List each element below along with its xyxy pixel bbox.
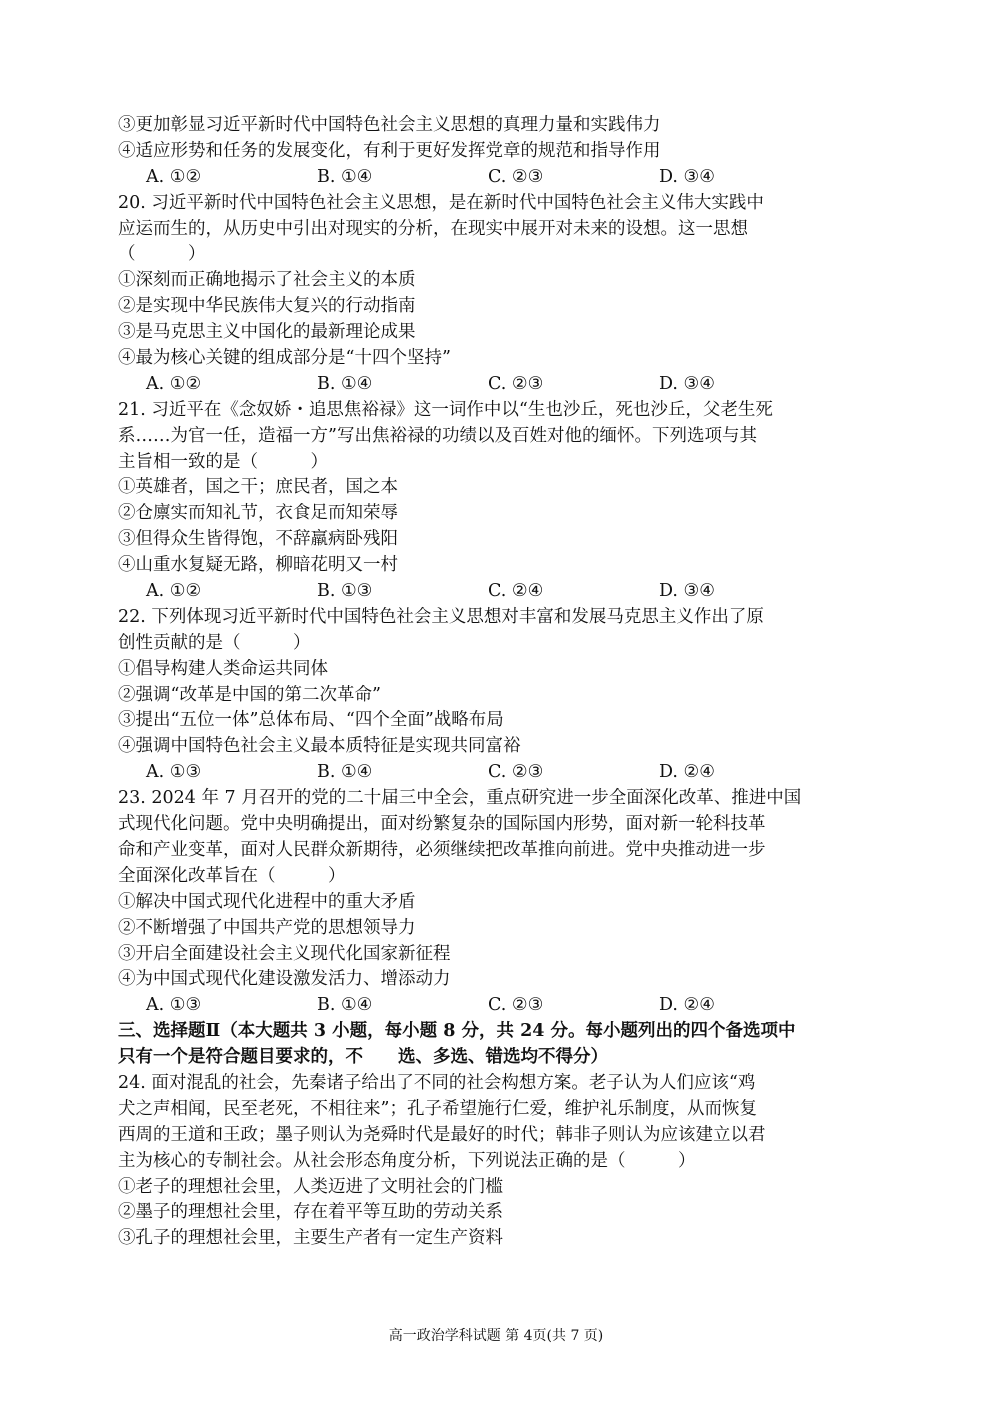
text-line: 西周的王道和王政；墨子则认为尧舜时代是最好的时代；韩非子则认为应该建立以君 [118, 1124, 766, 1145]
text-line: 21. 习近平在《念奴娇・追思焦裕禄》这一词作中以“生也沙丘，死也沙丘，父老生死 [118, 399, 773, 420]
page-content [118, 113, 870, 1252]
text-line: 主为核心的专制社会。从社会形态角度分析，下列说法正确的是（ ） [118, 1150, 696, 1171]
text-line: ④适应形势和任务的发展变化，有利于更好发挥党章的规范和指导作用 [118, 140, 661, 161]
text-line: ③但得众生皆得饱，不辞羸病卧残阳 [118, 529, 398, 550]
text-line: ③孔子的理想社会里，主要生产者有一定生产资料 [118, 1228, 503, 1249]
answer-options [118, 372, 870, 398]
answer-option: B. ①④ [317, 762, 373, 783]
section-heading-line: 只有一个是符合题目要求的，不 选、多选、错选均不得分） [118, 1047, 608, 1068]
answer-option: C. ②③ [488, 166, 544, 187]
answer-options [118, 579, 870, 605]
text-line: ①深刻而正确地揭示了社会主义的本质 [118, 270, 416, 291]
answer-option: C. ②③ [488, 995, 544, 1016]
text-line: 式现代化问题。党中央明确提出，面对纷繁复杂的国际国内形势，面对新一轮科技革 [118, 814, 766, 835]
text-line: ②墨子的理想社会里，存在着平等互助的劳动关系 [118, 1202, 503, 1223]
section-heading-line: 三、选择题Ⅱ（本大题共 3 小题，每小题 8 分，共 24 分。每小题列出的四个备选项中 [118, 1021, 796, 1042]
answer-option: D. ②④ [659, 995, 715, 1016]
answer-option: A. ①② [146, 581, 202, 602]
text-line: ①倡导构建人类命运共同体 [118, 658, 328, 679]
text-line: 全面深化改革旨在（ ） [118, 865, 346, 886]
answer-option: D. ③④ [659, 581, 715, 602]
answer-option: A. ①③ [146, 762, 202, 783]
text-line: 24. 面对混乱的社会，先秦诸子给出了不同的社会构想方案。老子认为人们应该“鸡 [118, 1072, 756, 1093]
text-line: ④为中国式现代化建设激发活力、增添动力 [118, 969, 451, 990]
text-line: 22. 下列体现习近平新时代中国特色社会主义思想对丰富和发展马克思主义作出了原 [118, 606, 764, 627]
answer-option: A. ①③ [146, 995, 202, 1016]
answer-option: D. ③④ [659, 373, 715, 394]
text-line: （ ） [118, 244, 206, 265]
answer-option: C. ②③ [488, 762, 544, 783]
text-line: ④最为核心关键的组成部分是“十四个坚持” [118, 348, 451, 369]
text-line: 命和产业变革，面对人民群众新期待，必须继续把改革推向前进。党中央推动进一步 [118, 839, 766, 860]
answer-options [118, 993, 870, 1019]
answer-option: B. ①④ [317, 373, 373, 394]
text-line: ②强调“改革是中国的第二次革命” [118, 684, 381, 705]
text-line: ②仓廪实而知礼节，衣食足而知荣辱 [118, 503, 398, 524]
text-line: ④山重水复疑无路，柳暗花明又一村 [118, 555, 398, 576]
text-line: 犬之声相闻，民至老死，不相往来”；孔子希望施行仁爱，维护礼乐制度，从而恢复 [118, 1098, 757, 1119]
text-line: ①解决中国式现代化进程中的重大矛盾 [118, 891, 416, 912]
answer-option: A. ①② [146, 373, 202, 394]
text-line: 23. 2024 年 7 月召开的党的二十届三中全会，重点研究进一步全面深化改革、推进中国 [118, 788, 802, 809]
text-line: ④强调中国特色社会主义最本质特征是实现共同富裕 [118, 736, 521, 757]
text-line: ②不断增强了中国共产党的思想领导力 [118, 917, 416, 938]
answer-option: B. ①④ [317, 166, 373, 187]
text-line: 主旨相一致的是（ ） [118, 451, 328, 472]
text-line: 创性贡献的是（ ） [118, 632, 311, 653]
answer-option: D. ②④ [659, 762, 715, 783]
page-footer: 高一政治学科试题 第 4页(共 7 页) [388, 1328, 604, 1344]
text-line: 应运而生的，从历史中引出对现实的分析，在现实中展开对未来的设想。这一思想 [118, 218, 748, 239]
answer-option: C. ②③ [488, 373, 544, 394]
answer-option: D. ③④ [659, 166, 715, 187]
text-line: 20. 习近平新时代中国特色社会主义思想，是在新时代中国特色社会主义伟大实践中 [118, 192, 764, 213]
text-line: ①英雄者，国之干；庶民者，国之本 [118, 477, 398, 498]
answer-options [118, 760, 870, 786]
text-line: ③提出“五位一体”总体布局、“四个全面”战略布局 [118, 710, 504, 731]
text-line: ①老子的理想社会里，人类迈进了文明社会的门槛 [118, 1176, 503, 1197]
text-line: 系……为官一任，造福一方”写出焦裕禄的功绩以及百姓对他的缅怀。下列选项与其 [118, 425, 757, 446]
text-line: ③是马克思主义中国化的最新理论成果 [118, 322, 416, 343]
text-line: ②是实现中华民族伟大复兴的行动指南 [118, 296, 416, 317]
answer-option: B. ①③ [317, 581, 373, 602]
answer-option: C. ②④ [488, 581, 544, 602]
answer-option: A. ①② [146, 166, 202, 187]
text-line: ③更加彰显习近平新时代中国特色社会主义思想的真理力量和实践伟力 [118, 115, 661, 135]
answer-option: B. ①④ [317, 995, 373, 1016]
answer-options [118, 165, 870, 191]
text-line: ③开启全面建设社会主义现代化国家新征程 [118, 943, 451, 964]
